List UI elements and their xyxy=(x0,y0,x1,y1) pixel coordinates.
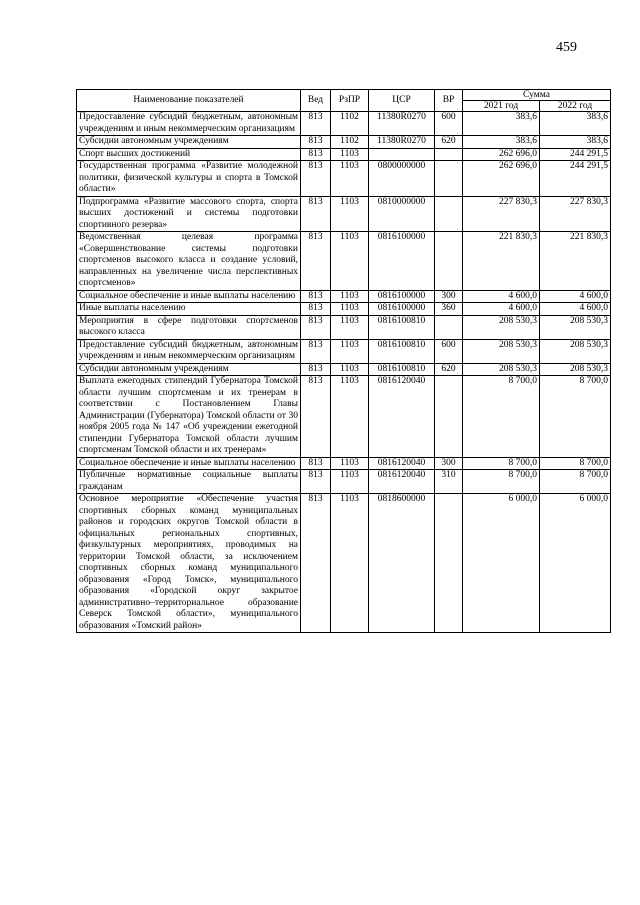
cell-ved: 813 xyxy=(301,196,331,232)
cell-rzpr: 1102 xyxy=(331,112,369,136)
cell-vr: 310 xyxy=(435,470,463,494)
cell-ved: 813 xyxy=(301,457,331,470)
cell-csr: 0816100810 xyxy=(369,339,435,363)
cell-ved: 813 xyxy=(301,470,331,494)
cell-sum-2021: 383,6 xyxy=(463,112,540,136)
table-row xyxy=(77,136,611,149)
cell-vr: 600 xyxy=(435,339,463,363)
cell-sum-2021: 8 700,0 xyxy=(463,376,540,458)
cell-ved: 813 xyxy=(301,315,331,339)
cell-sum-2021: 4 600,0 xyxy=(463,303,540,316)
cell-vr xyxy=(435,315,463,339)
header-year-2021: 2021 год xyxy=(463,101,540,112)
cell-sum-2021: 8 700,0 xyxy=(463,470,540,494)
cell-name: Подпрограмма «Развитие массового спорта, спорта высших достижений и системы подготовки спортивного резерва» xyxy=(77,196,301,232)
table-row xyxy=(77,148,611,161)
cell-rzpr: 1103 xyxy=(331,232,369,291)
cell-csr: 0810000000 xyxy=(369,196,435,232)
cell-rzpr: 1103 xyxy=(331,196,369,232)
cell-name: Спорт высших достижений xyxy=(77,148,301,161)
cell-name: Предоставление субсидий бюджетным, автономным учреждениям и иным некоммерческим организациям xyxy=(77,112,301,136)
header-ved: Вед xyxy=(301,90,331,112)
cell-csr: 0816100000 xyxy=(369,290,435,303)
cell-ved: 813 xyxy=(301,161,331,197)
cell-vr xyxy=(435,196,463,232)
cell-rzpr: 1103 xyxy=(331,315,369,339)
cell-sum-2022: 4 600,0 xyxy=(540,290,611,303)
cell-name: Социальное обеспечение и иные выплаты населению xyxy=(77,290,301,303)
cell-ved: 813 xyxy=(301,148,331,161)
cell-csr: 0816120040 xyxy=(369,470,435,494)
header-vr: ВР xyxy=(435,90,463,112)
cell-vr xyxy=(435,148,463,161)
cell-sum-2022: 8 700,0 xyxy=(540,457,611,470)
cell-rzpr: 1103 xyxy=(331,339,369,363)
cell-csr: 0800000000 xyxy=(369,161,435,197)
cell-rzpr: 1103 xyxy=(331,470,369,494)
cell-vr: 300 xyxy=(435,290,463,303)
table-row xyxy=(77,494,611,633)
cell-sum-2022: 8 700,0 xyxy=(540,470,611,494)
cell-csr: 0816100000 xyxy=(369,232,435,291)
cell-csr: 0818600000 xyxy=(369,494,435,633)
table-row xyxy=(77,161,611,197)
cell-rzpr: 1103 xyxy=(331,494,369,633)
table-row xyxy=(77,315,611,339)
page-number: 459 xyxy=(556,40,577,55)
cell-sum-2021: 8 700,0 xyxy=(463,457,540,470)
table-body xyxy=(77,112,611,633)
table-row xyxy=(77,376,611,458)
header-rzpr: РзПР xyxy=(331,90,369,112)
cell-name: Основное мероприятие «Обеспечение участия спортивных сборных команд муниципальных районов и городских округов Томской области в официальных региональных спортивных, физкультурных мероприятиях, проводимых на территории Томской области, за исключением спортивных сборных команд муниципального образования «Город Томск», муниципального образования «Городской округ закрытое административно–территориальное образование Северск Томской области», муниципального образования «Томский район» xyxy=(77,494,301,633)
cell-sum-2021: 208 530,3 xyxy=(463,315,540,339)
cell-rzpr: 1103 xyxy=(331,303,369,316)
cell-ved: 813 xyxy=(301,290,331,303)
cell-csr: 0816100000 xyxy=(369,303,435,316)
table-row xyxy=(77,290,611,303)
cell-name: Публичные нормативные социальные выплаты гражданам xyxy=(77,470,301,494)
cell-sum-2021: 383,6 xyxy=(463,136,540,149)
cell-ved: 813 xyxy=(301,339,331,363)
table-row xyxy=(77,363,611,376)
cell-name: Мероприятия в сфере подготовки спортсменов высокого класса xyxy=(77,315,301,339)
cell-sum-2022: 227 830,3 xyxy=(540,196,611,232)
cell-rzpr: 1102 xyxy=(331,136,369,149)
cell-rzpr: 1103 xyxy=(331,376,369,458)
cell-sum-2021: 262 696,0 xyxy=(463,161,540,197)
cell-vr xyxy=(435,494,463,633)
cell-sum-2022: 244 291,5 xyxy=(540,148,611,161)
cell-vr: 620 xyxy=(435,136,463,149)
cell-ved: 813 xyxy=(301,494,331,633)
table-row xyxy=(77,196,611,232)
cell-vr: 300 xyxy=(435,457,463,470)
cell-sum-2021: 4 600,0 xyxy=(463,290,540,303)
cell-name: Субсидии автономным учреждениям xyxy=(77,363,301,376)
cell-rzpr: 1103 xyxy=(331,148,369,161)
cell-ved: 813 xyxy=(301,363,331,376)
cell-sum-2022: 6 000,0 xyxy=(540,494,611,633)
cell-name: Выплата ежегодных стипендий Губернатора Томской области лучшим спортсменам и их тренерам в соответствии с Постановлением Главы Администрации (Губернатора) Томской области от 30 ноября 2005 года № 147 «Об учреждении ежегодной стипендии Губернатора Томской области лучшим спортсменам Томской области и их тренерам» xyxy=(77,376,301,458)
cell-sum-2022: 208 530,3 xyxy=(540,363,611,376)
cell-ved: 813 xyxy=(301,112,331,136)
cell-name: Социальное обеспечение и иные выплаты населению xyxy=(77,457,301,470)
header-csr: ЦСР xyxy=(369,90,435,112)
table-row xyxy=(77,303,611,316)
cell-sum-2022: 8 700,0 xyxy=(540,376,611,458)
table-header xyxy=(77,90,611,112)
cell-rzpr: 1103 xyxy=(331,457,369,470)
cell-csr: 0816100810 xyxy=(369,315,435,339)
cell-sum-2022: 383,6 xyxy=(540,136,611,149)
table-row xyxy=(77,470,611,494)
cell-sum-2021: 262 696,0 xyxy=(463,148,540,161)
cell-csr xyxy=(369,148,435,161)
cell-vr: 600 xyxy=(435,112,463,136)
cell-rzpr: 1103 xyxy=(331,290,369,303)
cell-sum-2021: 208 530,3 xyxy=(463,339,540,363)
cell-sum-2022: 208 530,3 xyxy=(540,315,611,339)
cell-vr xyxy=(435,161,463,197)
cell-name: Ведомственная целевая программа «Совершенствование системы подготовки спортсменов высокого класса и создание условий, направленных на увеличение числа перспективных спортсменов» xyxy=(77,232,301,291)
cell-csr: 0816100810 xyxy=(369,363,435,376)
cell-ved: 813 xyxy=(301,303,331,316)
cell-sum-2022: 221 830,3 xyxy=(540,232,611,291)
cell-name: Иные выплаты населению xyxy=(77,303,301,316)
cell-sum-2021: 208 530,3 xyxy=(463,363,540,376)
cell-ved: 813 xyxy=(301,136,331,149)
cell-rzpr: 1103 xyxy=(331,161,369,197)
cell-vr xyxy=(435,232,463,291)
cell-sum-2022: 4 600,0 xyxy=(540,303,611,316)
cell-vr: 620 xyxy=(435,363,463,376)
cell-csr: 0816120040 xyxy=(369,376,435,458)
cell-rzpr: 1103 xyxy=(331,363,369,376)
cell-ved: 813 xyxy=(301,376,331,458)
table-row xyxy=(77,339,611,363)
table-row xyxy=(77,112,611,136)
cell-name: Предоставление субсидий бюджетным, автономным учреждениям и иным некоммерческим организациям xyxy=(77,339,301,363)
cell-sum-2021: 6 000,0 xyxy=(463,494,540,633)
cell-csr: 11380R0270 xyxy=(369,112,435,136)
cell-name: Государственная программа «Развитие молодежной политики, физической культуры и спорта в Томской области» xyxy=(77,161,301,197)
cell-sum-2022: 244 291,5 xyxy=(540,161,611,197)
cell-csr: 11380R0270 xyxy=(369,136,435,149)
cell-sum-2021: 227 830,3 xyxy=(463,196,540,232)
table-row xyxy=(77,457,611,470)
cell-sum-2021: 221 830,3 xyxy=(463,232,540,291)
cell-vr xyxy=(435,376,463,458)
budget-table xyxy=(76,89,611,633)
cell-name: Субсидии автономным учреждениям xyxy=(77,136,301,149)
cell-vr: 360 xyxy=(435,303,463,316)
cell-sum-2022: 208 530,3 xyxy=(540,339,611,363)
header-year-2022: 2022 год xyxy=(540,101,611,112)
table-row xyxy=(77,232,611,291)
header-name: Наименование показателей xyxy=(77,90,301,112)
cell-ved: 813 xyxy=(301,232,331,291)
cell-csr: 0816120040 xyxy=(369,457,435,470)
header-sum: Сумма xyxy=(463,90,611,101)
cell-sum-2022: 383,6 xyxy=(540,112,611,136)
